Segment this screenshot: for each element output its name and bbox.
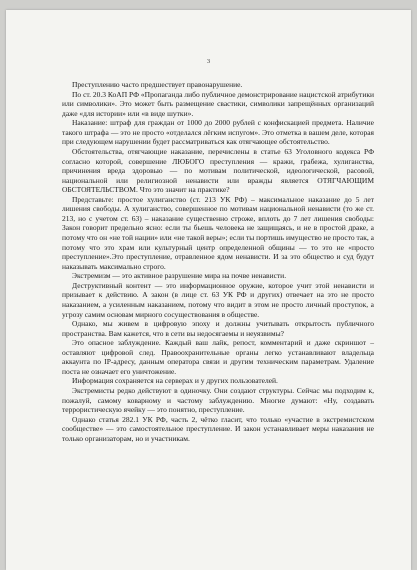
paragraph: Наказание: штраф для граждан от 1000 до 2000 рублей с конфискацией предмета. Наличие такого штрафа — это не просто «отделался лёгким испугом». Это отметка в вашем деле, которая при следующем нарушении будет рассматриваться как отягчающее обстоятельство. [62,118,374,147]
paragraph: По ст. 20.3 КоАП РФ «Пропаганда либо публичное демонстрирование нацистской атрибутики или символики». Это может быть размещение свастики, символики запрещённых организаций даже «для истории» или «в виде шутки». [62,89,374,118]
paragraph: Представьте: простое хулиганство (ст. 213 УК РФ) – максимальное наказание до 5 лет лишения свободы. А хулиганство, совершенное по мотивам национальной ненависти (то же ст. 213, но с учетом ст. 63) – наказание существенно строже, вплоть до 7 лет лишения свободы: Закон говорит предельно ясно: если ты бьешь человека не защищаясь, и не в простой драке, а потому что он «не той нации» или «не такой веры»; если ты портишь имущество не просто так, а потому что это храм или культурный центр определенной общины — то это не «просто преступление».Это преступление, отравленное ядом ненависти. И за это общество и суд будут наказывать максимально строго. [62,194,374,271]
paragraph: Однако, мы живем в цифровую эпоху и должны учитывать открытость публичного пространства. Вам кажется, что в сети вы недосягаемы и неуязвимы? [62,319,374,338]
paragraph: Преступлению часто предшествует правонарушение. [72,80,243,89]
document-page [6,10,411,570]
page-number: 3 [206,58,211,65]
paragraph: Экстремисты редко действуют в одиночку. Они создают структуры. Сейчас мы подходим к, пожалуй, самому коварному и частому заблуждению. Многие думают: «Ну, создавать террористическую ячейку — это понятно, преступление. [62,386,374,415]
page-body [62,80,374,443]
paragraph: Однако статья 282.1 УК РФ, часть 2, чётко гласит, что только «участие в экстремистском сообществе» — это самостоятельное преступление. И закон устанавливает меры наказания не только организаторам, но и участникам. [62,414,374,443]
paragraph: Экстремизм — это активное разрушение мира на почве ненависти. [72,271,287,281]
paragraph: Это опасное заблуждение. Каждый ваш лайк, репост, комментарий и даже скриншот – оставляют цифровой след. Правоохранительные органы легко устанавливают владельца аккаунта по IP-адресу, данным оператора связи и другим техническим параметрам. Удаление поста не означает его уничтожение. [62,338,374,376]
paragraph: Деструктивный контент — это информационное оружие, которое учит этой ненависти и призывает к действию. А закон (в лице ст. 63 УК РФ и других) отвечает на это не просто наказанием, а усиленным наказанием, потому что видит в этом не просто личный проступок, а угрозу самим основам мирного сосуществования в обществе. [62,280,374,319]
paragraph: Информация сохраняется на серверах и у других пользователей. [72,376,278,386]
paragraph: Обстоятельства, отягчающие наказание, перечислены в статье 63 Уголовного кодекса РФ согласно которой, совершение ЛЮБОГО преступления — кражи, грабежа, хулиганства, причинения вреда здоровью — по мотивам политической, идеологической, расовой, национальной или религиозной ненависти или вражды является ОТЯГЧАЮЩИМ ОБСТОЯТЕЛЬСТВОМ. Что это значит на практике? [62,146,374,195]
